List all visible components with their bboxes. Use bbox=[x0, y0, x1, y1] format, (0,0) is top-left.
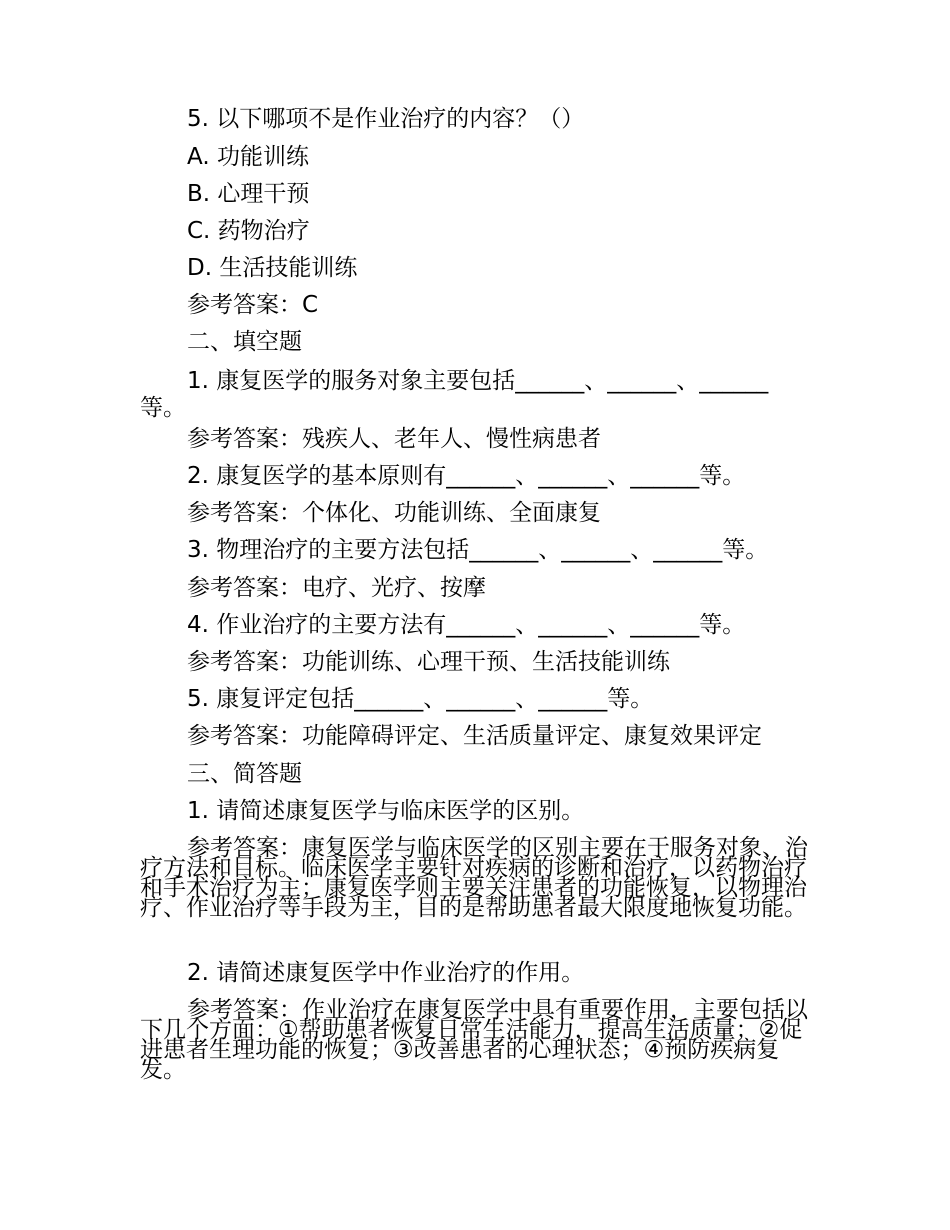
mc-option-b: B. 心理干预 bbox=[187, 181, 310, 207]
fill-answer-5: 参考答案：功能障碍评定、生活质量评定、康复效果评定 bbox=[187, 723, 762, 749]
fill-question-2: 2. 康复医学的基本原则有______、______、______等。 bbox=[187, 463, 746, 489]
fill-answer-1: 参考答案：残疾人、老年人、慢性病患者 bbox=[187, 426, 601, 452]
fill-question-5: 5. 康复评定包括______、______、______等。 bbox=[187, 686, 654, 712]
fill-answer-3: 参考答案：电疗、光疗、按摩 bbox=[187, 575, 486, 601]
fill-section-title: 二、填空题 bbox=[187, 329, 302, 355]
short-section-title: 三、简答题 bbox=[187, 761, 302, 787]
short-answer-1: 参考答案：康复医学与临床医学的区别主要在于服务对象、治疗方法和目标。临床医学主要针对疾病的诊断和治疗，以药物治疗和手术治疗为主；康复医学则主要关注患者的功能恢复，以物理治疗、作业治疗等手段为主，目的是帮助患者最大限度地恢复功能。 bbox=[140, 835, 808, 921]
mc-option-d: D. 生活技能训练 bbox=[187, 255, 358, 281]
fill-question-1: 1. 康复医学的服务对象主要包括______、______、______等。 bbox=[140, 368, 769, 421]
mc-option-c: C. 药物治疗 bbox=[187, 218, 310, 244]
mc-option-a: A. 功能训练 bbox=[187, 144, 309, 170]
short-question-2: 2. 请简述康复医学中作业治疗的作用。 bbox=[187, 960, 585, 986]
short-answer-2: 参考答案：作业治疗在康复医学中具有重要作用，主要包括以下几个方面：①帮助患者恢复日常生活能力，提高生活质量；②促进患者生理功能的恢复；③改善患者的心理状态；④预防疾病复发。 bbox=[140, 997, 808, 1083]
fill-answer-2: 参考答案：个体化、功能训练、全面康复 bbox=[187, 500, 601, 526]
fill-answer-4: 参考答案：功能训练、心理干预、生活技能训练 bbox=[187, 649, 670, 675]
fill-question-4: 4. 作业治疗的主要方法有______、______、______等。 bbox=[187, 612, 746, 638]
short-question-1: 1. 请简述康复医学与临床医学的区别。 bbox=[187, 798, 585, 824]
fill-question-3: 3. 物理治疗的主要方法包括______、______、______等。 bbox=[187, 537, 769, 563]
mc-question: 5. 以下哪项不是作业治疗的内容？（） bbox=[187, 106, 585, 132]
mc-answer: 参考答案：C bbox=[187, 292, 319, 318]
